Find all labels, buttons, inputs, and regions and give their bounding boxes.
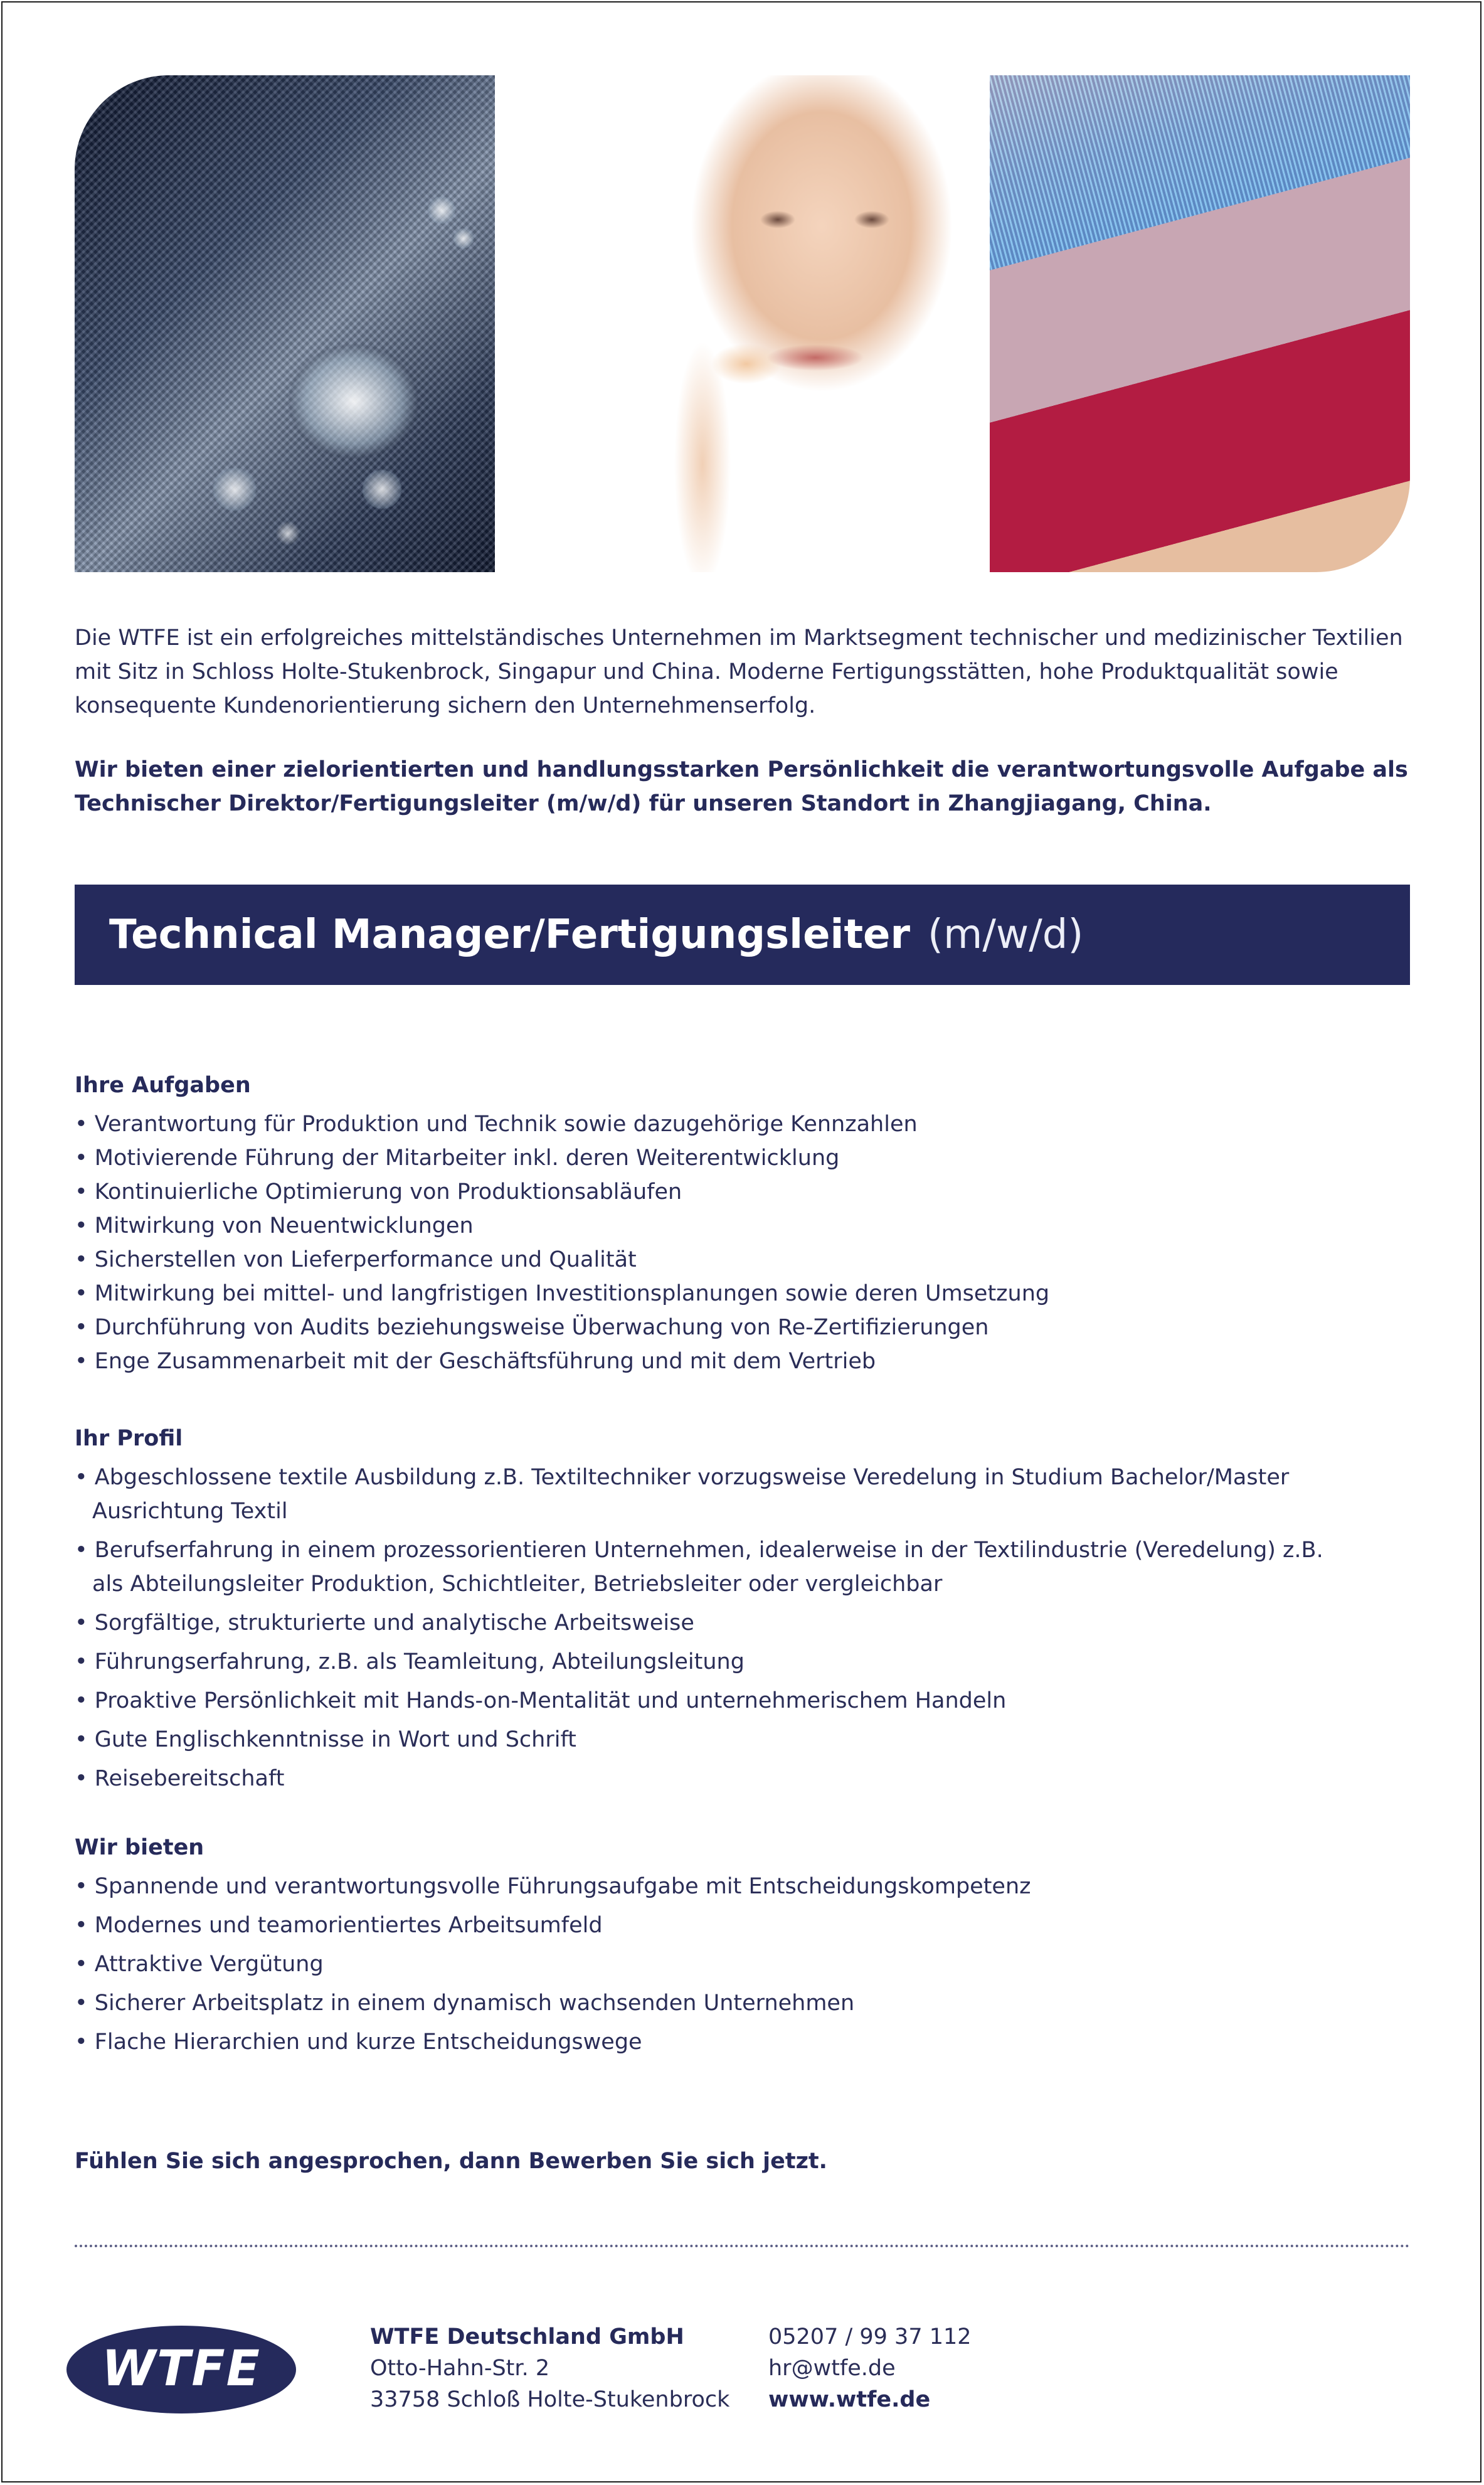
list-item: • Modernes und teamorientiertes Arbeitsumfeld — [75, 1913, 603, 1938]
list-item: • Sorgfältige, strukturierte und analytische Arbeitsweise — [75, 1610, 694, 1636]
benefits-heading: Wir bieten — [75, 1835, 204, 1860]
dotted-divider — [75, 2245, 1410, 2247]
call-to-action-text: Fühlen Sie sich angesprochen, dann Bewerben Sie sich jetzt. — [75, 2149, 827, 2174]
textile-samples-image — [990, 75, 1410, 572]
list-item: • Spannende und verantwortungsvolle Führungsaufgabe mit Entscheidungskompetenz — [75, 1874, 1031, 1899]
email-link[interactable]: hr@wtfe.de — [768, 2356, 896, 2381]
list-item: • Proaktive Persönlichkeit mit Hands-on-Mentalität und unternehmerischem Handeln — [75, 1688, 1007, 1713]
profile-section — [75, 1423, 1417, 1801]
list-item: • Enge Zusammenarbeit mit der Geschäftsführung und mit dem Vertrieb — [75, 1349, 876, 1374]
tasks-section — [75, 1070, 1417, 1378]
company-name: WTFE Deutschland GmbH — [370, 2324, 684, 2349]
job-title-banner — [75, 885, 1410, 985]
list-item: • Sicherstellen von Lieferperformance und Qualität — [75, 1247, 637, 1272]
company-intro-text: Die WTFE ist ein erfolgreiches mittelständisches Unternehmen im Marktsegment technischer und medizinischer Textilien mit Sitz in Schloss Holte-Stukenbrock, Singapur und China. Moderne Fertigungsstätten, hohe Produktqualität sowie konsequente Kundenorientierung sichern den Unternehmenserfolg. — [75, 625, 1403, 718]
list-item: • Attraktive Vergütung — [75, 1952, 324, 1977]
profile-list — [75, 1461, 1417, 1796]
wtfe-logo — [64, 2323, 299, 2417]
list-item: • Berufserfahrung in einem prozessorientieren Unternehmen, idealerweise in der Textilindustrie (Veredelung) z.B. als Abteilungsleiter Produktion, Schichtleiter, Betriebsleiter oder vergleichbar — [75, 1538, 1323, 1597]
profile-heading: Ihr Profil — [75, 1426, 183, 1451]
job-title-suffix: (m/w/d) — [928, 912, 1084, 958]
list-item: • Mitwirkung bei mittel- und langfristigen Investitionsplanungen sowie deren Umsetzung — [75, 1281, 1050, 1306]
website-link[interactable]: www.wtfe.de — [768, 2387, 931, 2412]
contact-details — [768, 2321, 972, 2415]
list-item: • Gute Englischkenntnisse in Wort und Schrift — [75, 1727, 576, 1752]
logo-text: WTFE — [102, 2341, 261, 2397]
list-item: • Verantwortung für Produktion und Technik sowie dazugehörige Kennzahlen — [75, 1112, 918, 1137]
carbon-fabric-water-drops-image — [75, 75, 495, 572]
benefits-section — [75, 1832, 1417, 2064]
benefits-list — [75, 1870, 1417, 2059]
list-item: • Reisebereitschaft — [75, 1766, 285, 1791]
list-item: • Abgeschlossene textile Ausbildung z.B. Textiltechniker vorzugsweise Veredelung in Studium Bachelor/Master Ausrichtung Textil — [75, 1465, 1290, 1524]
list-item: • Führungserfahrung, z.B. als Teamleitung, Abteilungsleitung — [75, 1649, 745, 1674]
tasks-list — [75, 1107, 1417, 1378]
phone-number: 05207 / 99 37 112 — [768, 2324, 972, 2349]
list-item: • Motivierende Führung der Mitarbeiter inkl. deren Weiterentwicklung — [75, 1146, 840, 1171]
tasks-heading: Ihre Aufgaben — [75, 1073, 251, 1098]
list-item: • Flache Hierarchien und kurze Entscheidungswege — [75, 2030, 642, 2055]
woman-with-plaster-image — [539, 75, 990, 572]
position-offer-text: Wir bieten einer zielorientierten und handlungsstarken Persönlichkeit die verantwortungsvolle Aufgabe als Technischer Direktor/Fertigungsleiter (m/w/d) für unseren Standort in Zhangjiagang, China. — [75, 757, 1408, 816]
company-address — [370, 2321, 729, 2415]
company-street: Otto-Hahn-Str. 2 — [370, 2356, 550, 2381]
job-title: Technical Manager/Fertigungsleiter — [109, 912, 910, 958]
company-city: 33758 Schloß Holte-Stukenbrock — [370, 2387, 730, 2412]
list-item: • Sicherer Arbeitsplatz in einem dynamisch wachsenden Unternehmen — [75, 1991, 855, 2016]
list-item: • Mitwirkung von Neuentwicklungen — [75, 1213, 474, 1238]
list-item: • Durchführung von Audits beziehungsweise Überwachung von Re-Zertifizierungen — [75, 1315, 989, 1340]
list-item: • Kontinuierliche Optimierung von Produktionsabläufen — [75, 1179, 682, 1205]
